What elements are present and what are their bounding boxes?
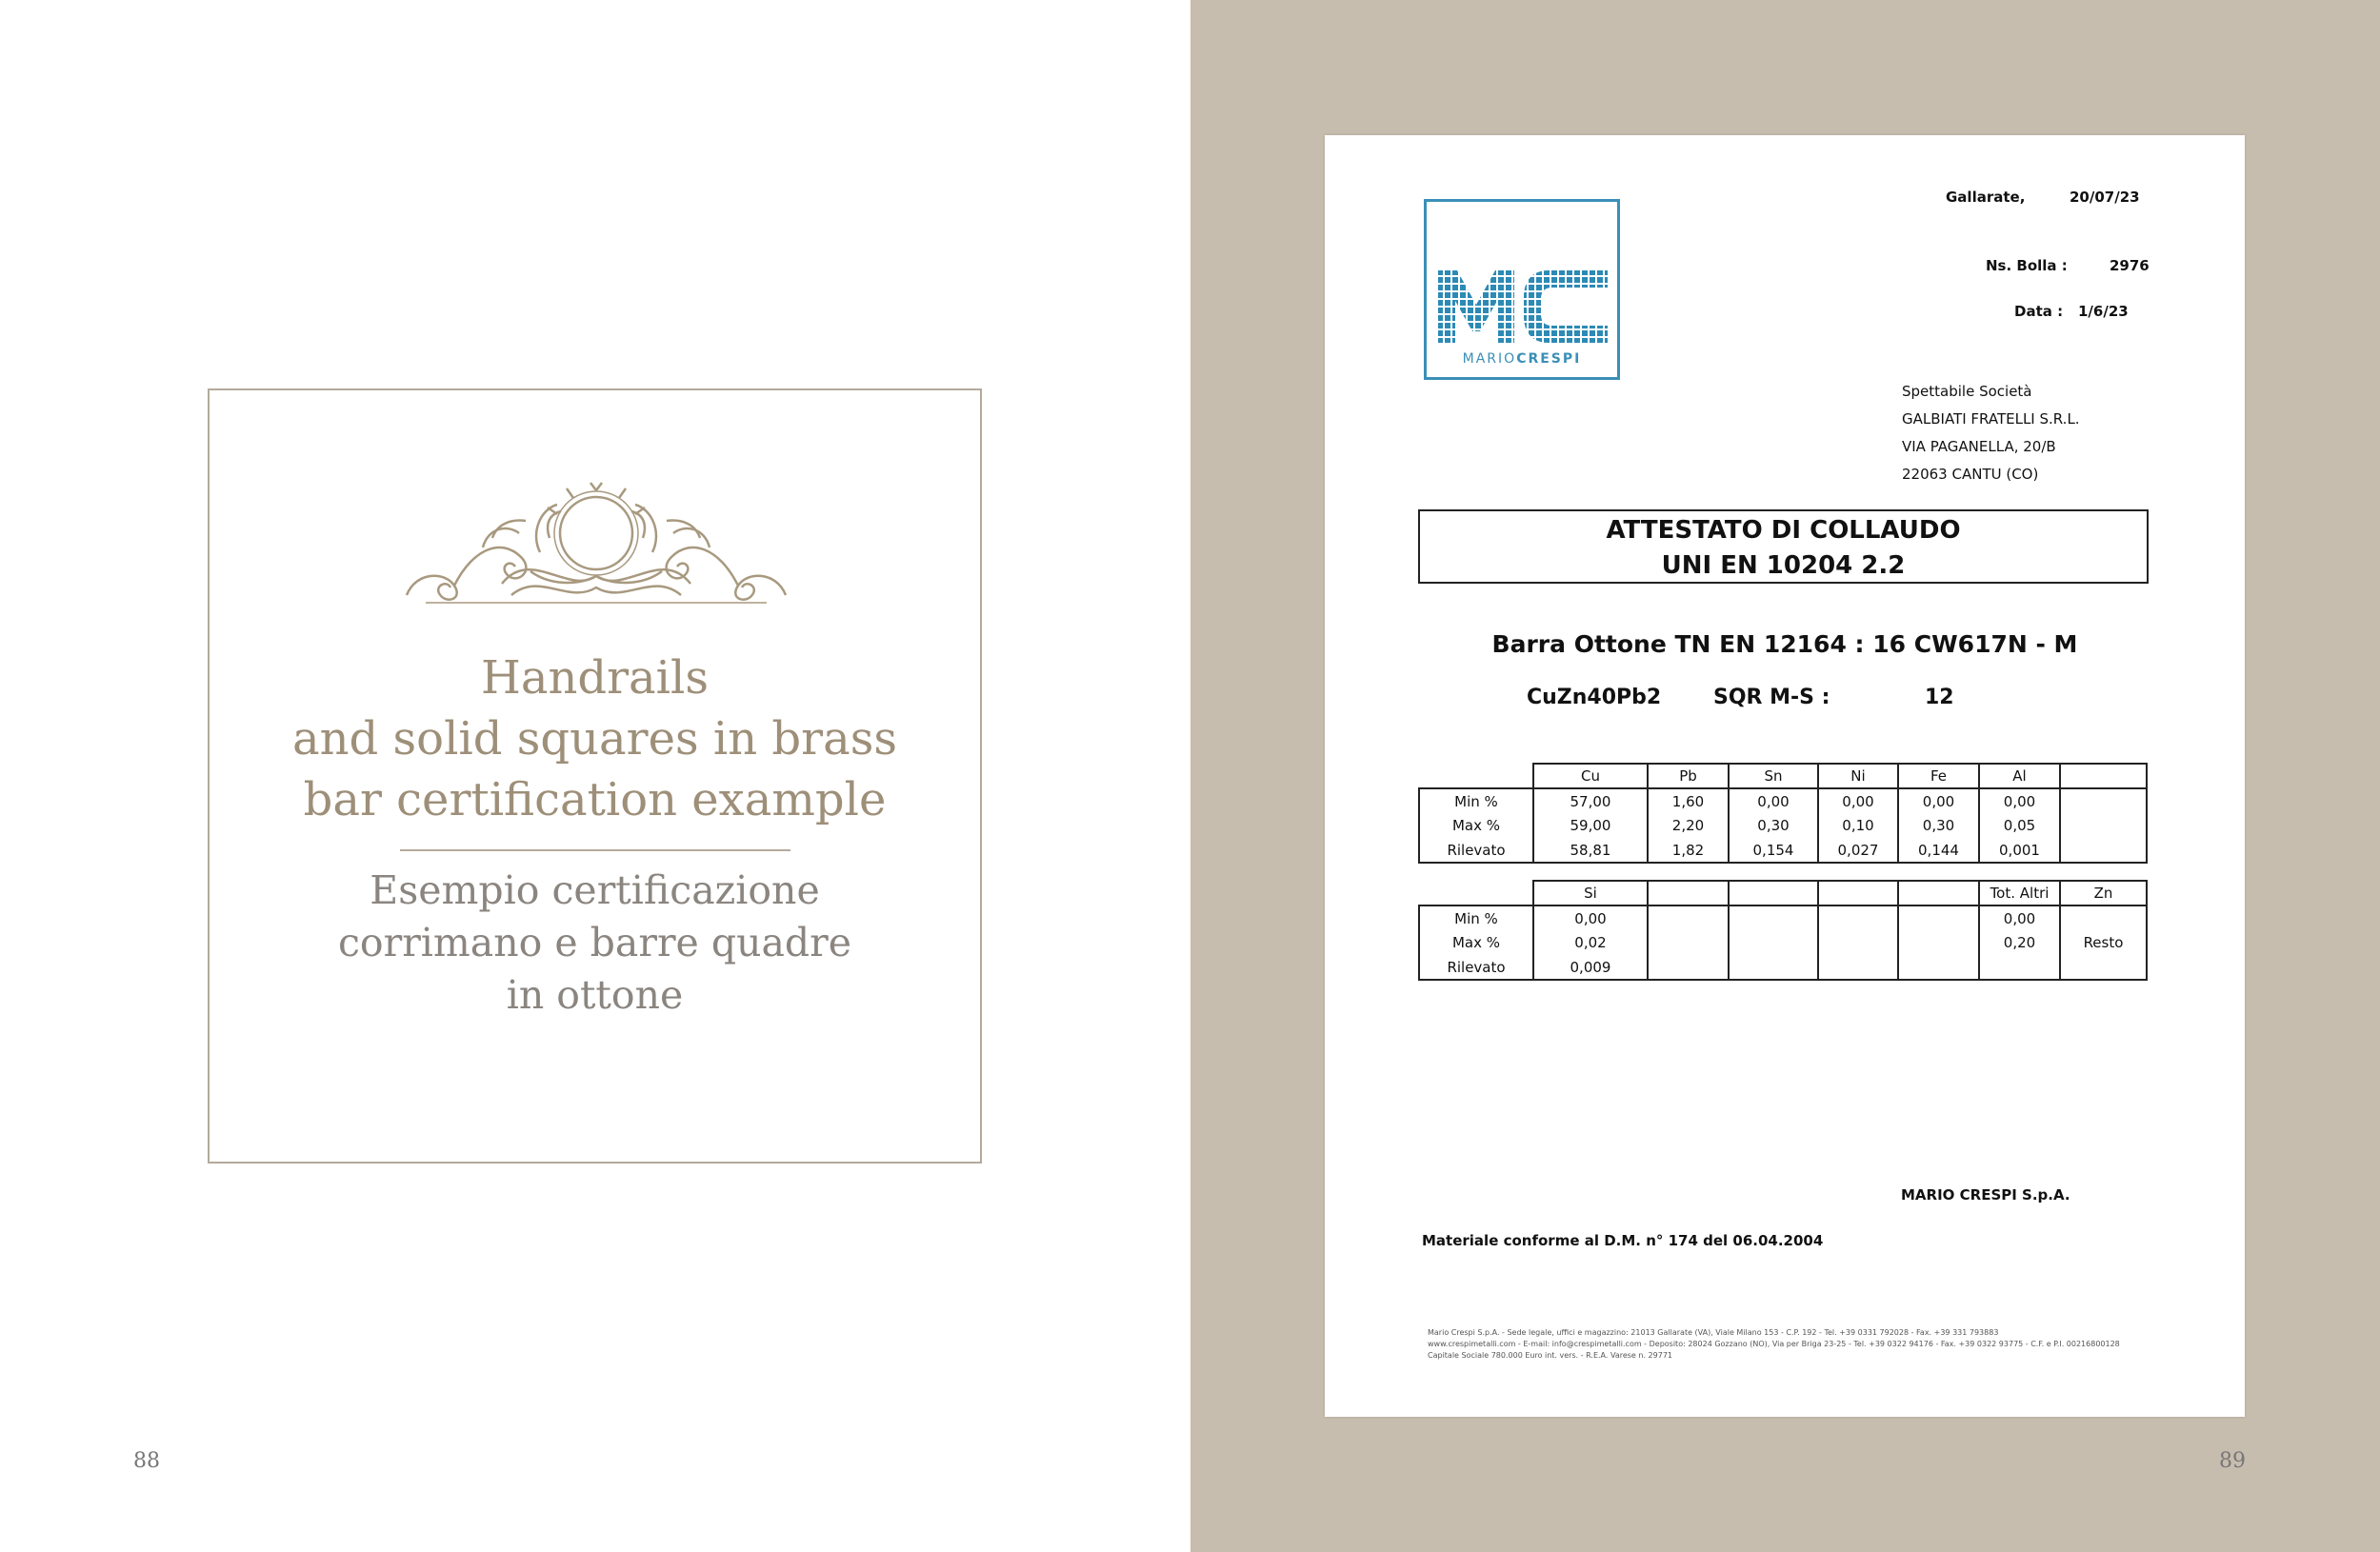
table-cell: 57,00 xyxy=(1533,788,1648,813)
table-cell xyxy=(2060,788,2147,813)
title-it-line-1: Esempio certificazione xyxy=(370,867,820,913)
table-header-cell xyxy=(2060,764,2147,788)
document-date: 20/07/23 xyxy=(2070,189,2140,206)
certificate-document xyxy=(1325,135,2245,1417)
table-cell: 0,10 xyxy=(1818,813,1898,838)
table-cell: 0,009 xyxy=(1533,955,1648,980)
product-description: Barra Ottone TN EN 12164 : 16 CW617N - M xyxy=(1491,630,2078,658)
bolla-value: 2976 xyxy=(2110,257,2150,274)
table-cell: 0,00 xyxy=(1979,905,2060,930)
table-cell xyxy=(1648,905,1729,930)
conformity-note: Materiale conforme al D.M. n° 174 del 06.04.2004 xyxy=(1422,1232,1824,1249)
table-row xyxy=(1419,905,2147,930)
table-cell: 0,154 xyxy=(1729,838,1818,863)
table-header-cell xyxy=(1898,881,1979,905)
company-footer xyxy=(1428,1327,2190,1362)
page-number-left: 88 xyxy=(133,1449,160,1473)
table-cell xyxy=(1648,955,1729,980)
title-english xyxy=(210,647,980,830)
table-header-cell: Tot. Altri xyxy=(1979,881,2060,905)
table-cell xyxy=(1898,905,1979,930)
table-cell xyxy=(1818,955,1898,980)
row-label: Rilevato xyxy=(1419,838,1533,863)
table-cell: 0,00 xyxy=(1898,788,1979,813)
table-header-cell: Si xyxy=(1533,881,1648,905)
table-cell xyxy=(2060,905,2147,930)
table-cell xyxy=(1648,930,1729,955)
table-cell xyxy=(1818,905,1898,930)
table-cell: 0,027 xyxy=(1818,838,1898,863)
mc-logo-icon xyxy=(1436,269,1610,345)
certificate-title: ATTESTATO DI COLLAUDO xyxy=(1606,516,1961,545)
recipient-line-2: GALBIATI FRATELLI S.R.L. xyxy=(1902,410,2080,428)
row-label: Max % xyxy=(1419,930,1533,955)
table-header-cell xyxy=(1648,881,1729,905)
footer-line-1: Mario Crespi S.p.A. - Sede legale, uffici e magazzino: 21013 Gallarate (VA), Viale Milano 153 - C.P. 192 - Tel. +39 0331 792028 - Fax. +39 331 793883 xyxy=(1428,1328,1999,1337)
table-cell: 0,30 xyxy=(1898,813,1979,838)
table-header-cell: Al xyxy=(1979,764,2060,788)
table-cell xyxy=(2060,838,2147,863)
table-cell: 1,60 xyxy=(1648,788,1729,813)
table-cell xyxy=(1818,930,1898,955)
title-italian xyxy=(210,865,980,1022)
ornamental-flourish-icon xyxy=(397,481,795,609)
table-row xyxy=(1419,788,2147,813)
table-cell: 1,82 xyxy=(1648,838,1729,863)
table-header-cell: Cu xyxy=(1533,764,1648,788)
table-header-row xyxy=(1419,764,2147,788)
recipient-address xyxy=(1902,378,2080,488)
table-cell: 0,144 xyxy=(1898,838,1979,863)
recipient-line-3: VIA PAGANELLA, 20/B xyxy=(1902,438,2056,455)
footer-line-3: Capitale Sociale 780.000 Euro int. vers. - R.E.A. Varese n. 29771 xyxy=(1428,1351,1673,1360)
company-logo xyxy=(1424,199,1620,380)
right-page xyxy=(1190,0,2380,1552)
table-row xyxy=(1419,813,2147,838)
recipient-line-1: Spettabile Società xyxy=(1902,383,2032,400)
table-cell: 2,20 xyxy=(1648,813,1729,838)
table-header-cell: Sn xyxy=(1729,764,1818,788)
logo-wordmark xyxy=(1427,351,1617,367)
table-cell xyxy=(1729,955,1818,980)
table-header-cell: Pb xyxy=(1648,764,1729,788)
sqr-value: 12 xyxy=(1925,686,1954,709)
logo-text-crespi: CRESPI xyxy=(1516,351,1582,367)
table-cell xyxy=(1729,905,1818,930)
table-cell: 0,00 xyxy=(1533,905,1648,930)
table-cell xyxy=(2060,813,2147,838)
table-cell: 0,00 xyxy=(1818,788,1898,813)
table-cell xyxy=(2060,955,2147,980)
table-header-cell xyxy=(1818,881,1898,905)
table-header-cell: Ni xyxy=(1818,764,1898,788)
row-label: Min % xyxy=(1419,788,1533,813)
alloy-designation: CuZn40Pb2 xyxy=(1527,686,1662,709)
row-label: Min % xyxy=(1419,905,1533,930)
title-frame xyxy=(208,388,982,1164)
table-cell: 0,00 xyxy=(1979,788,2060,813)
recipient-line-4: 22063 CANTU (CO) xyxy=(1902,466,2039,483)
row-label: Rilevato xyxy=(1419,955,1533,980)
table-cell: 0,20 xyxy=(1979,930,2060,955)
table-header-cell: Fe xyxy=(1898,764,1979,788)
certificate-standard: UNI EN 10204 2.2 xyxy=(1661,551,1906,580)
page-number-right: 89 xyxy=(2219,1449,2246,1473)
table-cell xyxy=(1729,930,1818,955)
row-label: Max % xyxy=(1419,813,1533,838)
data-value: 1/6/23 xyxy=(2078,303,2129,320)
title-divider xyxy=(400,849,790,851)
signature: MARIO CRESPI S.p.A. xyxy=(1901,1186,2070,1204)
table-row xyxy=(1419,930,2147,955)
table-cell xyxy=(1898,930,1979,955)
table-cell: 0,05 xyxy=(1979,813,2060,838)
table-header-row xyxy=(1419,881,2147,905)
footer-line-2: www.crespimetalli.com - E-mail: info@crespimetalli.com - Deposito: 28024 Gozzano (NO), Via per Briga 23-25 - Tel. +39 0322 94176 - Fax. +39 0322 93775 - C.F. e P.I. 00216800128 xyxy=(1428,1340,2120,1348)
sqr-label: SQR M-S : xyxy=(1713,686,1830,709)
table-cell xyxy=(1898,955,1979,980)
data-label: Data : xyxy=(2014,303,2064,320)
table-cell: 0,30 xyxy=(1729,813,1818,838)
composition-table-2 xyxy=(1418,880,2148,981)
table-row xyxy=(1419,955,2147,980)
table-header-cell: Zn xyxy=(2060,881,2147,905)
table-header-cell xyxy=(1729,881,1818,905)
table-row xyxy=(1419,838,2147,863)
place: Gallarate, xyxy=(1946,189,2026,206)
title-it-line-3: in ottone xyxy=(506,972,684,1018)
logo-text-mario: MARIO xyxy=(1462,351,1517,367)
title-en-line-3: bar certification example xyxy=(303,773,887,826)
table-cell: 59,00 xyxy=(1533,813,1648,838)
table-cell: Resto xyxy=(2060,930,2147,955)
table-cell: 0,00 xyxy=(1729,788,1818,813)
table-cell: 58,81 xyxy=(1533,838,1648,863)
title-en-line-1: Handrails xyxy=(480,651,709,705)
composition-table-1 xyxy=(1418,763,2148,864)
certificate-title-box xyxy=(1418,509,2149,584)
bolla-label: Ns. Bolla : xyxy=(1986,257,2068,274)
table-cell xyxy=(1979,955,2060,980)
table-cell: 0,001 xyxy=(1979,838,2060,863)
table-cell: 0,02 xyxy=(1533,930,1648,955)
title-it-line-2: corrimano e barre quadre xyxy=(337,920,852,965)
title-en-line-2: and solid squares in brass xyxy=(292,712,897,766)
